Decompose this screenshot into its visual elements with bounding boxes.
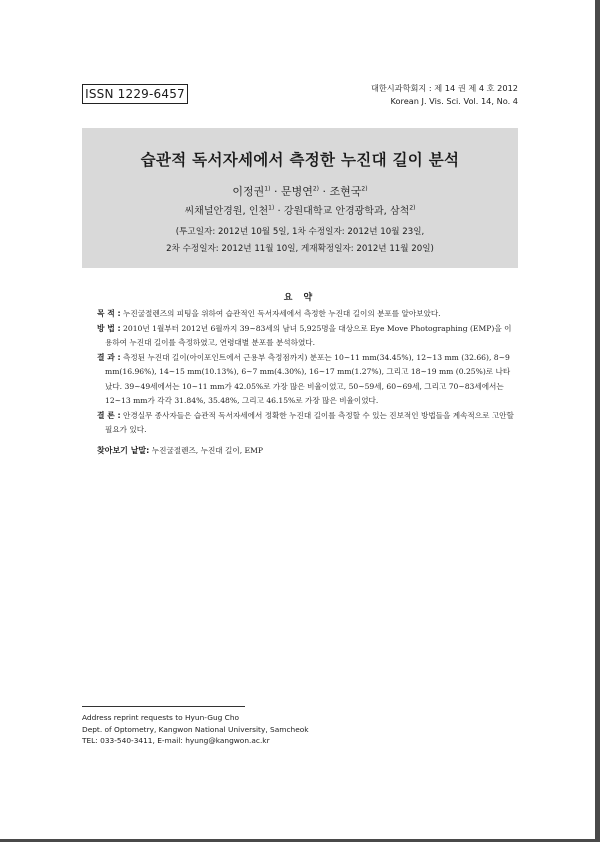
abstract-body <box>97 307 517 438</box>
purpose-text: 누진굴절렌즈의 피팅을 위하여 습관적인 독서자세에서 측정한 누진대 길이의 분포를 알아보았다. <box>120 309 441 318</box>
page-edge-right <box>595 0 600 842</box>
footnote-rule <box>82 706 245 707</box>
results-text: 측정된 누진대 길이(아이포인트에서 근용부 측정점까지) 분포는 10~11 mm(34.45%), 12~13 mm (32.66), 8~9 mm(16.96%), 14~15 mm(10.13%), 6~7 mm(4.30%), 16~17 mm(1.27%), 그리고 18~19 mm (0.25%)로 나타났다. 39~49세에서는 10~11 mm가 42.05%로 가장 많은 비율이었고, 50~59세, 60~69세, 그리고 70~83세에서는 12~13 mm가 각각 31.84%, 35.48%, 그리고 46.15%로 가장 많은 비율이었다. <box>105 352 511 405</box>
journal-korean: 대한시과학회지 : 제 14 권 제 4 호 2012 <box>370 83 518 93</box>
submission-dates <box>82 224 518 258</box>
results-label: 결 과 : <box>97 352 121 362</box>
author-separator: · <box>270 185 281 198</box>
abstract-purpose <box>97 307 517 322</box>
keywords-text: 누진굴절렌즈, 누진대 길이, EMP <box>149 446 263 455</box>
method-label: 방 법 : <box>97 323 121 333</box>
correspondence-footnote <box>82 712 309 747</box>
author-affil-mark: 2) <box>312 185 320 193</box>
affiliation-part: 씨채널안경원, 인천 <box>184 206 269 217</box>
footnote-line: TEL: 033-540-3411, E-mail: hyung@kangwon.ac.kr <box>82 736 270 745</box>
author-name: 문병연 <box>280 185 313 198</box>
keywords-label: 찾아보기 낱말: <box>97 446 150 455</box>
abstract-heading: 요 약 <box>283 293 317 303</box>
author-affil-mark: 2) <box>361 185 368 193</box>
dates-line: (투고일자: 2012년 10월 5일, 1차 수정일자: 2012년 10월 23일, <box>175 227 425 237</box>
conclusion-text: 안경실무 종사자들은 습관적 독서자세에서 정확한 누진대 길이를 측정할 수 있는 진보적인 방법들을 계속적으로 고안할 필요가 있다. <box>105 410 514 434</box>
journal-english: Korean J. Vis. Sci. Vol. 14, No. 4 <box>390 96 518 106</box>
paper-title: 습관적 독서자세에서 측정한 누진대 길이 분석 <box>140 151 460 169</box>
author-name: 이정권 <box>232 185 265 198</box>
footnote-line: Address reprint requests to Hyun-Gug Cho <box>82 713 240 722</box>
footnote-line: Dept. of Optometry, Kangwon National University, Samcheok <box>82 724 309 734</box>
author-list <box>82 183 518 199</box>
abstract-results <box>97 351 517 409</box>
abstract-conclusion <box>97 409 517 438</box>
author-name: 조현국 <box>329 185 362 198</box>
journal-info <box>371 82 518 108</box>
issn-box: ISSN 1229-6457 <box>82 84 188 104</box>
conclusion-label: 결 론 : <box>97 410 121 420</box>
title-block <box>82 128 518 268</box>
author-affil-mark: 1) <box>264 185 271 193</box>
purpose-label: 목 적 : <box>97 309 121 318</box>
affiliation-mark: 2) <box>409 204 416 212</box>
method-text: 2010년 1월부터 2012년 6월까지 39~83세의 남녀 5,925명을 대상으로 Eye Move Photographing (EMP)을 이용하여 누진대 길이를 측정하였고, 연령대별 분포를 분석하였다. <box>105 323 512 347</box>
dates-line: 2차 수정일자: 2012년 11월 10일, 게재확정일자: 2012년 11월 20일) <box>166 244 434 254</box>
affiliation <box>82 202 518 217</box>
author-separator: · <box>319 185 330 198</box>
abstract-method <box>97 322 517 351</box>
keywords <box>97 445 263 456</box>
affiliation-mark: 1) <box>268 204 275 212</box>
affiliation-part: · 강원대학교 안경광학과, 삼척 <box>274 206 410 217</box>
